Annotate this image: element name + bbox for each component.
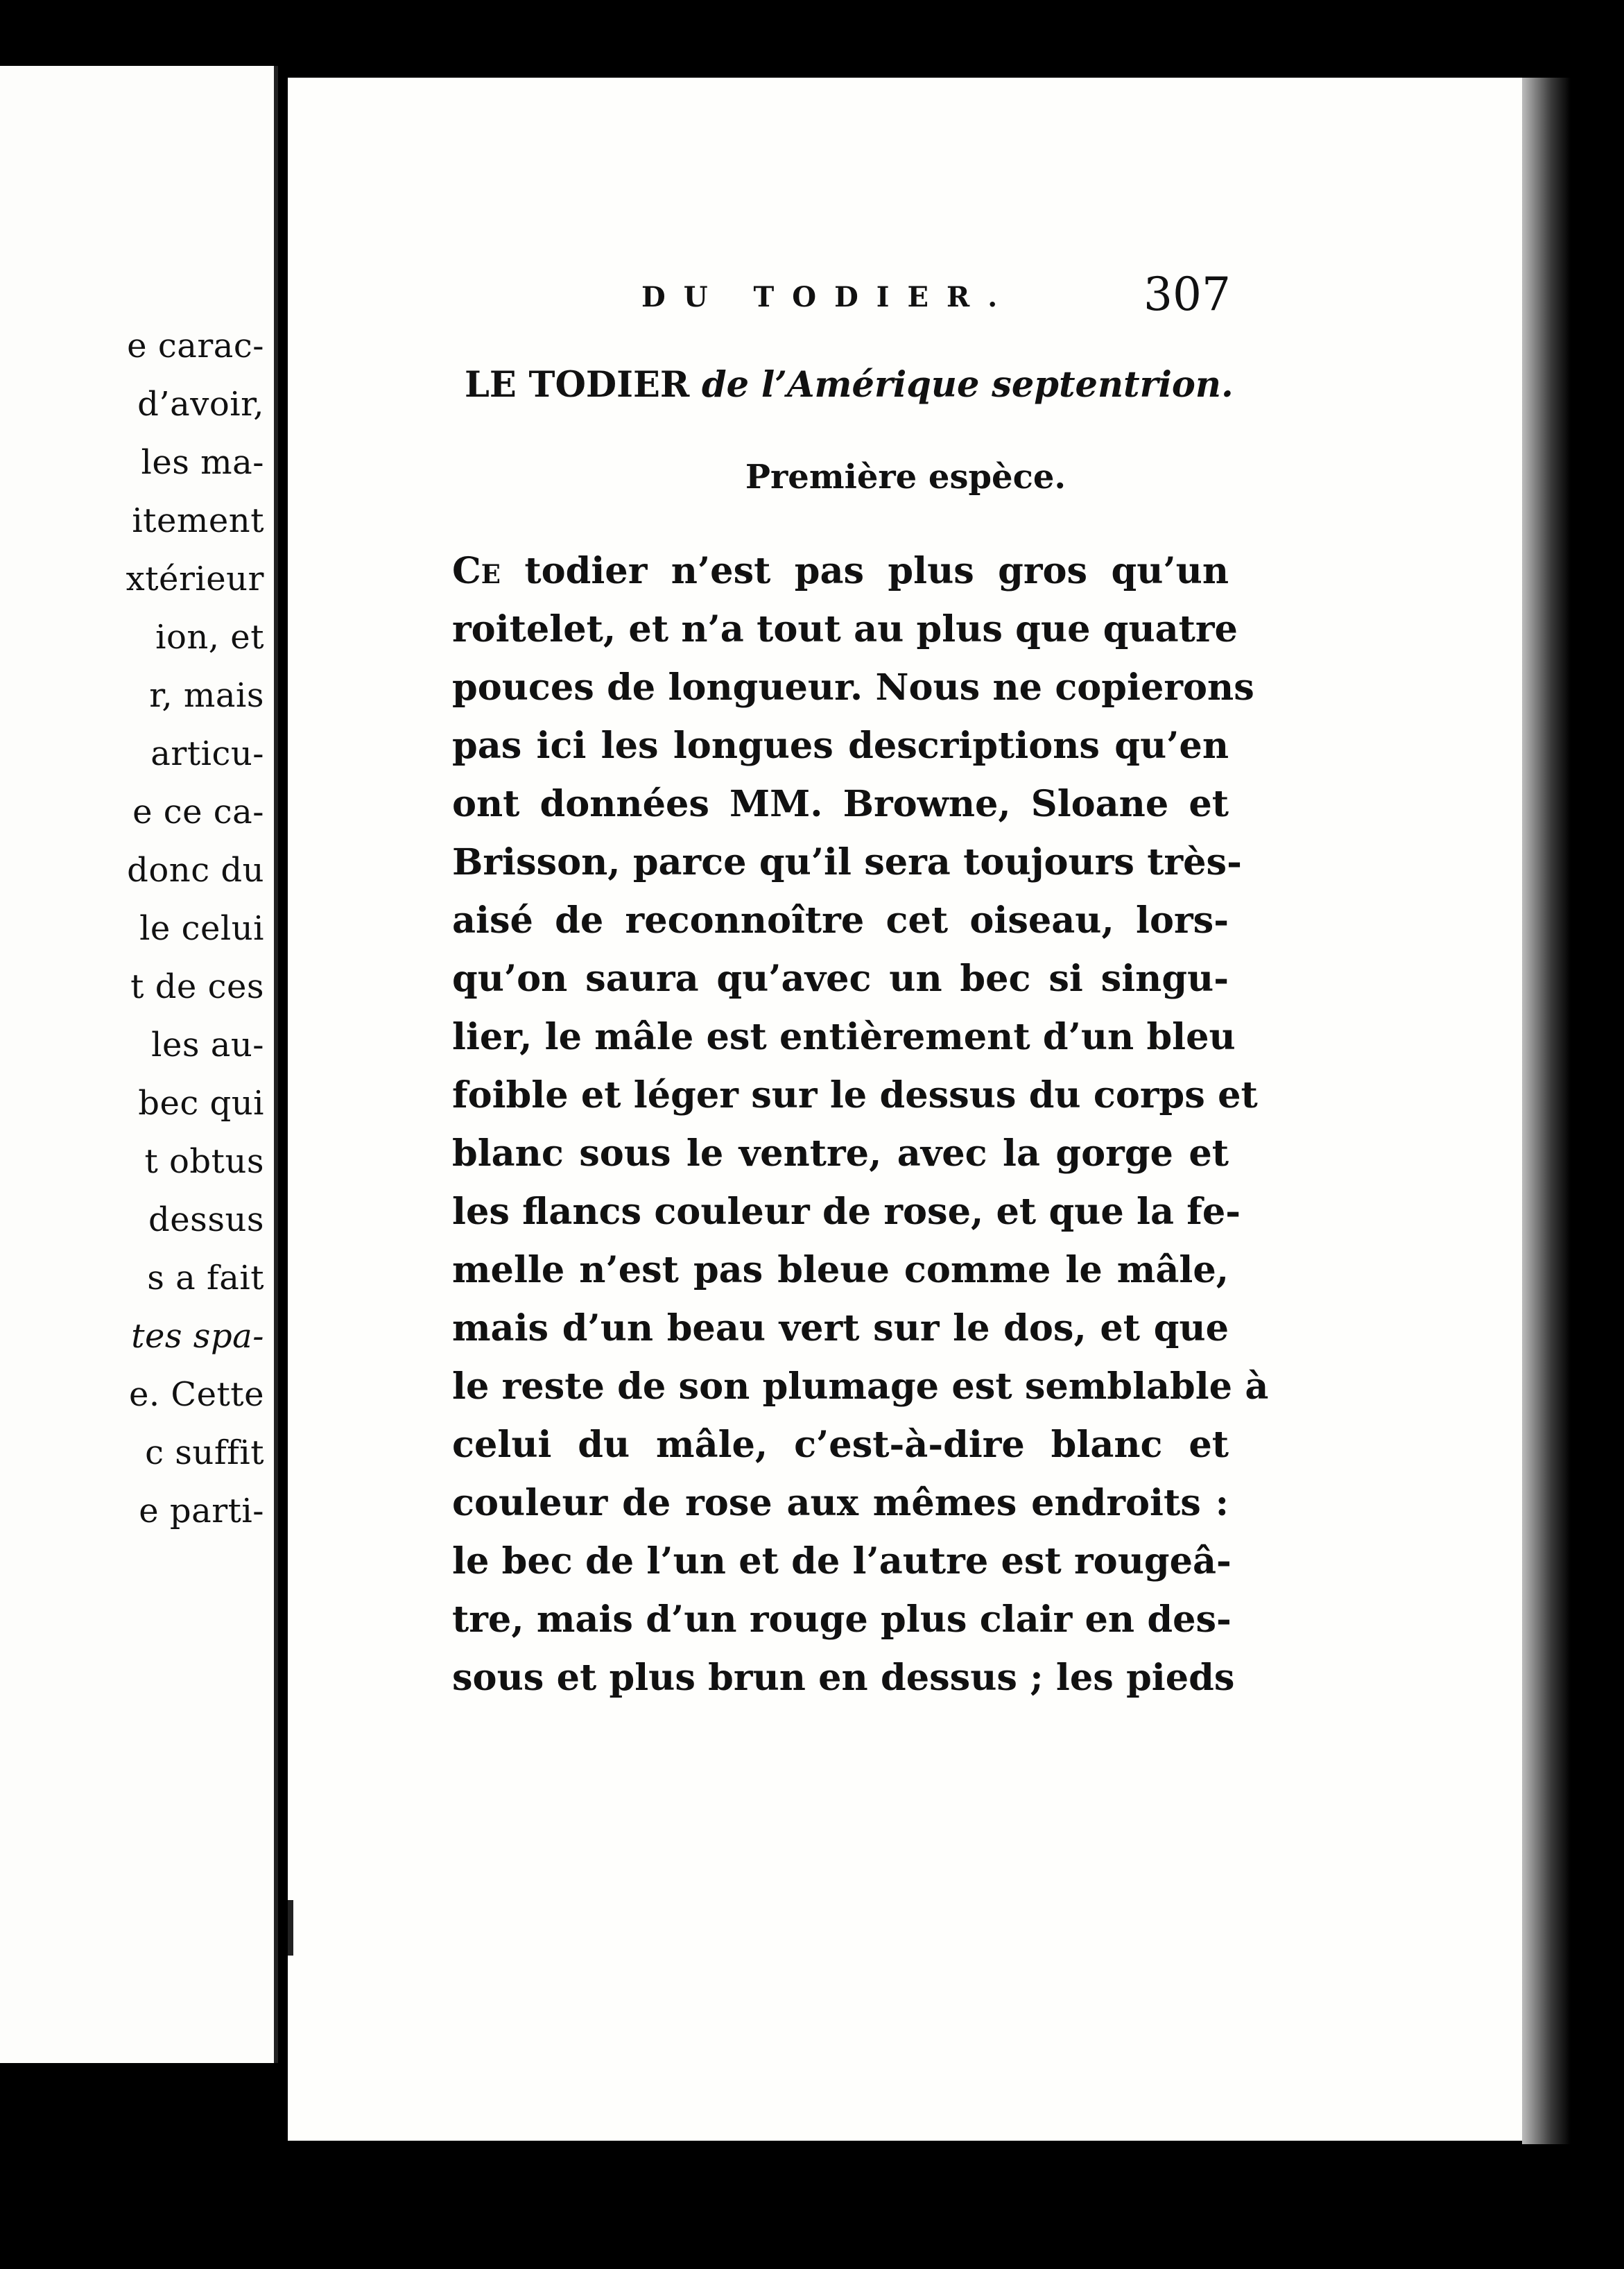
left-page-line: les au- xyxy=(151,1026,264,1064)
body-line: blanc sous le ventre, avec la gorge et xyxy=(452,1132,1229,1175)
left-page-line: ion, et xyxy=(155,618,264,657)
left-page-fragment xyxy=(0,66,278,2063)
opening-word: Ce xyxy=(452,550,501,592)
left-page-line: e parti- xyxy=(139,1492,264,1530)
left-page-line: r, mais xyxy=(149,676,264,715)
left-page-line: itement xyxy=(132,501,264,540)
chapter-title-italic: de l’Amérique septentrion. xyxy=(701,364,1234,406)
section-subtitle: Première espèce. xyxy=(745,458,1066,497)
body-line: les flancs couleur de rose, et que la fe- xyxy=(452,1191,1241,1233)
first-line-rest: todier n’est pas plus gros qu’un xyxy=(501,550,1229,592)
body-line-first xyxy=(452,542,1229,601)
chapter-title-main: LE TODIER xyxy=(465,364,690,406)
running-header xyxy=(641,270,1231,319)
body-line: mais d’un beau vert sur le dos, et que xyxy=(452,1307,1229,1349)
left-page-line: xtérieur xyxy=(126,560,264,598)
body-text xyxy=(452,542,1269,1707)
left-page-line: les ma- xyxy=(141,443,264,482)
left-page-line: dessus xyxy=(148,1200,264,1239)
body-line: sous et plus brun en dessus ; les pieds xyxy=(452,1657,1235,1699)
left-page-line: t obtus xyxy=(144,1142,264,1181)
left-page-line: e carac- xyxy=(127,327,264,365)
body-line: pas ici les longues descriptions qu’en xyxy=(452,725,1229,767)
left-page-line: e. Cette xyxy=(128,1375,264,1414)
left-page-line: le celui xyxy=(139,909,264,948)
left-page-line: articu- xyxy=(150,734,264,773)
page-edge-shadow xyxy=(1522,78,1571,2144)
page-number: 307 xyxy=(1143,268,1231,321)
body-line: melle n’est pas bleue comme le mâle, xyxy=(452,1249,1229,1291)
gutter-mark xyxy=(288,1900,293,1956)
body-line: qu’on saura qu’avec un bec si singu- xyxy=(452,958,1229,1000)
left-page-line: tes spa- xyxy=(131,1317,264,1356)
left-page-line: e ce ca- xyxy=(132,793,264,831)
body-line: aisé de reconnoître cet oiseau, lors- xyxy=(452,899,1229,942)
body-line: pouces de longueur. Nous ne copierons xyxy=(452,666,1254,709)
left-page-line: c suffit xyxy=(145,1433,264,1472)
left-page-line: s a fait xyxy=(147,1259,264,1297)
body-line: foible et léger sur le dessus du corps et xyxy=(452,1074,1258,1116)
body-line: le reste de son plumage est semblable à xyxy=(452,1365,1269,1408)
running-head-title: DU TODIER. xyxy=(641,281,1016,313)
left-page-line: t de ces xyxy=(130,967,264,1006)
left-page-line: bec qui xyxy=(138,1084,264,1123)
body-line: lier, le mâle est entièrement d’un bleu xyxy=(452,1016,1236,1058)
body-line: le bec de l’un et de l’autre est rougeâ- xyxy=(452,1540,1232,1582)
left-page-line: d’avoir, xyxy=(137,385,264,424)
body-line: ont données MM. Browne, Sloane et xyxy=(452,783,1229,825)
body-line: celui du mâle, c’est-à-dire blanc et xyxy=(452,1424,1229,1466)
body-line: tre, mais d’un rouge plus clair en des- xyxy=(452,1598,1232,1641)
body-line: couleur de rose aux mêmes endroits : xyxy=(452,1482,1229,1524)
left-page-line: donc du xyxy=(127,851,264,890)
body-line: Brisson, parce qu’il sera toujours très- xyxy=(452,841,1242,883)
body-line: roitelet, et n’a tout au plus que quatre xyxy=(452,608,1238,650)
chapter-title xyxy=(465,364,1234,406)
